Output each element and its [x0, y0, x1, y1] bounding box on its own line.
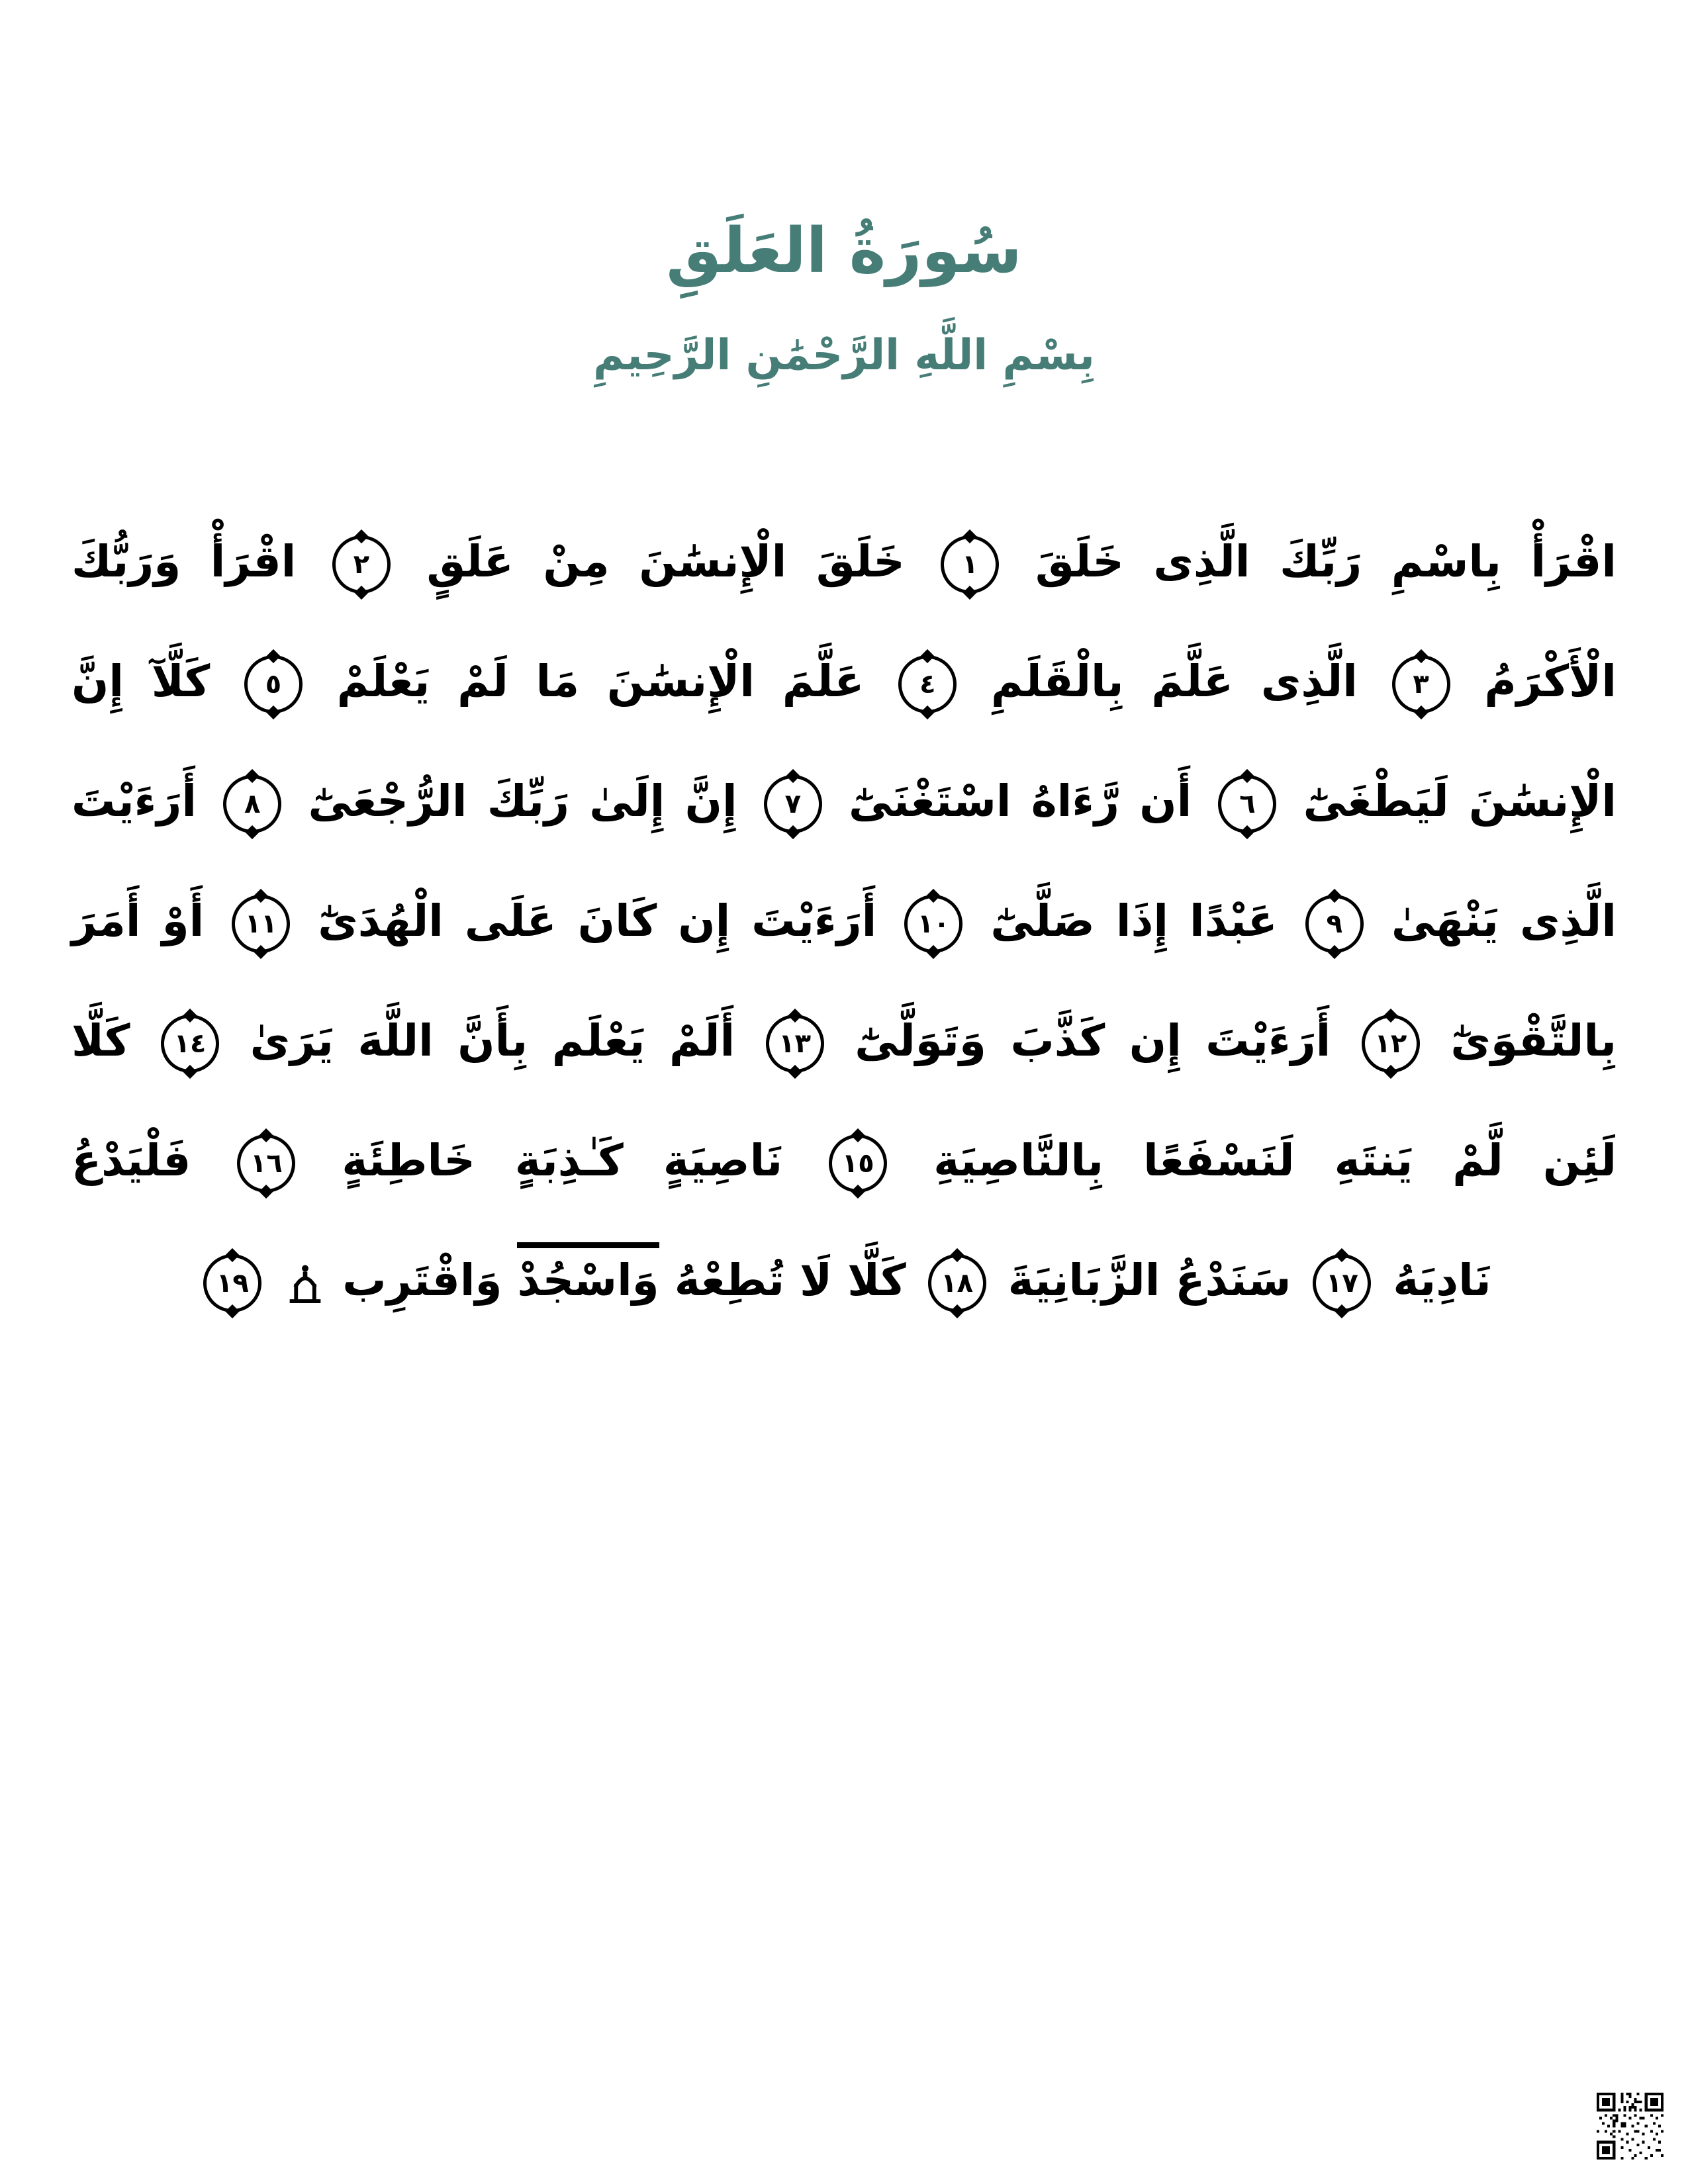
ayah-number-badge — [332, 535, 391, 594]
ayah-number: ١٣ — [778, 1028, 812, 1059]
ayah-number: ١٥ — [841, 1148, 874, 1179]
verse-text: فَلْيَدْعُ — [71, 1135, 191, 1186]
verse-text: الْأَكْرَمُ — [1484, 656, 1617, 707]
ayah-number: ١٩ — [216, 1267, 249, 1298]
verse-line — [71, 1101, 1617, 1220]
verse-text: وَاقْتَرِب — [342, 1255, 502, 1306]
ayah-number: ١٢ — [1374, 1028, 1407, 1059]
ayah-number-badge — [941, 535, 999, 594]
ayah-number: ٥ — [265, 668, 282, 700]
verse-line — [71, 981, 1617, 1101]
ayah-number: ١ — [962, 549, 978, 580]
ayah-number-badge — [898, 655, 957, 713]
verse-text: أَوْ أَمَرَ — [71, 895, 205, 946]
verse-text: خَلَقَ الْإِنسَٰنَ مِنْ عَلَقٍ — [426, 536, 905, 587]
ayah-number-badge — [223, 775, 281, 833]
ayah-number-badge — [764, 775, 822, 833]
verse-text: أَرَءَيْتَ إِن كَانَ عَلَى الْهُدَىٰٓ — [318, 895, 877, 946]
ayah-number-badge — [161, 1015, 219, 1073]
verse-text: نَاصِيَةٍ كَـٰذِبَةٍ خَاطِئَةٍ — [342, 1135, 783, 1186]
ayah-number-badge — [766, 1015, 824, 1073]
verse-text: أَلَمْ يَعْلَم بِأَنَّ اللَّهَ يَرَىٰ — [250, 1015, 735, 1066]
ayah-number-badge — [928, 1254, 986, 1312]
ayah-number: ٨ — [244, 788, 261, 819]
ayah-number-badge — [1313, 1254, 1371, 1312]
ayah-number-badge — [232, 895, 290, 953]
verse-text: عَبْدًا إِذَا صَلَّىٰٓ — [990, 895, 1278, 946]
ayah-number: ١٤ — [173, 1028, 207, 1059]
sajdah-icon — [289, 1263, 322, 1304]
verse-text: أَن رَّءَاهُ اسْتَغْنَىٰٓ — [849, 776, 1192, 827]
verse-text: بِالتَّقْوَىٰٓ — [1450, 1015, 1617, 1066]
verse-text: كَلَّا لَا تُطِعْهُ — [674, 1255, 906, 1306]
surah-title: سُورَةُ العَلَقِ — [666, 214, 1022, 287]
verse-text: عَلَّمَ الْإِنسَٰنَ مَا لَمْ يَعْلَمْ — [336, 656, 865, 707]
ayah-number: ٤ — [919, 668, 936, 700]
verse-text: اقْرَأْ بِاسْمِ رَبِّكَ الَّذِى خَلَقَ — [1035, 536, 1617, 587]
verse-line — [71, 861, 1617, 981]
ayah-number-badge — [1305, 895, 1364, 953]
verse-text: لَئِن لَّمْ يَنتَهِ لَنَسْفَعًا بِالنَّاصِيَةِ — [933, 1135, 1617, 1186]
ayah-number-badge — [244, 655, 303, 713]
verse-text: اقْرَأْ وَرَبُّكَ — [71, 536, 297, 587]
ayah-number-badge — [1392, 655, 1450, 713]
verse-text: أَرَءَيْتَ إِن كَذَّبَ وَتَوَلَّىٰٓ — [855, 1015, 1331, 1066]
verses-block — [71, 502, 1617, 1340]
ayah-number-badge — [203, 1254, 261, 1312]
sajdah-overline-word: وَاسْجُدْ — [517, 1242, 659, 1306]
ayah-number: ١٦ — [250, 1148, 283, 1179]
ayah-number: ٧ — [784, 788, 802, 819]
ayah-number: ١٠ — [917, 908, 950, 939]
ayah-number: ١٧ — [1326, 1267, 1358, 1298]
ayah-number-badge — [904, 895, 962, 953]
verse-text: الَّذِى يَنْهَىٰ — [1391, 895, 1617, 946]
ayah-number: ١١ — [244, 908, 277, 939]
verse-text: نَادِيَهُ — [1393, 1255, 1491, 1306]
ayah-number: ٣ — [1413, 668, 1429, 700]
verse-text: سَنَدْعُ الزَّبَانِيَةَ — [1008, 1255, 1291, 1306]
verse-text: الْإِنسَٰنَ لَيَطْغَىٰٓ — [1303, 776, 1617, 827]
ayah-number: ٢ — [353, 549, 370, 580]
verse-text: كَلَّا — [71, 1015, 130, 1066]
ayah-number-badge — [1218, 775, 1276, 833]
ayah-number: ١٨ — [941, 1267, 974, 1298]
qr-code — [1597, 2093, 1664, 2160]
bismillah: بِسْمِ اللَّهِ الرَّحْمَٰنِ الرَّحِيمِ — [593, 331, 1095, 380]
verse-line — [71, 621, 1617, 741]
verse-line — [71, 502, 1617, 621]
ayah-number-badge — [829, 1134, 887, 1193]
ayah-number-badge — [1362, 1015, 1420, 1073]
ayah-number-badge — [237, 1134, 295, 1193]
verse-text: كَلَّآ إِنَّ — [71, 656, 211, 707]
verse-text: إِنَّ إِلَىٰ رَبِّكَ الرُّجْعَىٰٓ — [308, 776, 737, 827]
verse-text: الَّذِى عَلَّمَ بِالْقَلَمِ — [991, 656, 1358, 707]
ayah-number: ٩ — [1326, 908, 1343, 939]
verse-line — [71, 1220, 1617, 1340]
verse-text: أَرَءَيْتَ — [71, 776, 197, 827]
ayah-number: ٦ — [1239, 788, 1256, 819]
verse-line — [71, 741, 1617, 861]
